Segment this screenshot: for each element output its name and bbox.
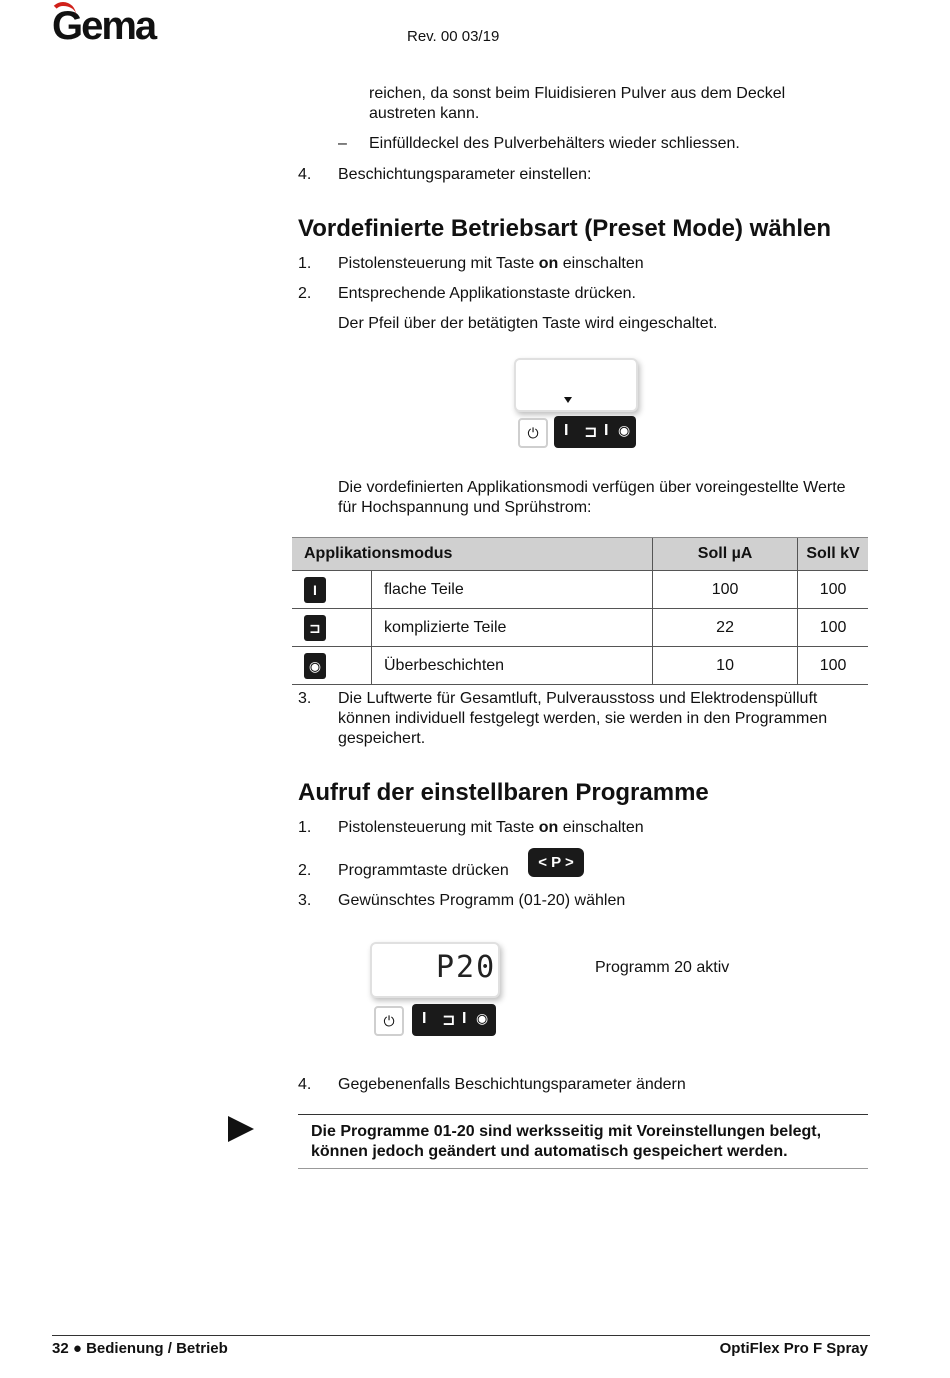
step-text: Pistolensteuerung mit Taste on einschalten bbox=[338, 819, 644, 836]
step-number: 4. bbox=[298, 1076, 312, 1093]
presets-table bbox=[292, 537, 868, 685]
mode-button-bar bbox=[554, 416, 636, 448]
note-box: Die Programme 01-20 sind werksseitig mit Voreinstellungen belegt, können jedoch geändert und automatisch gespeichert werden. bbox=[298, 1114, 868, 1169]
section-title-preset: Vordefinierte Betriebsart (Preset Mode) wählen bbox=[298, 215, 832, 242]
mode-button-bar bbox=[412, 1004, 496, 1036]
table-row bbox=[292, 647, 868, 685]
table-row bbox=[292, 609, 868, 647]
ua-value: 10 bbox=[653, 647, 798, 685]
mode-icon-cell bbox=[292, 571, 372, 609]
step-text: Gegebenenfalls Beschichtungsparameter ändern bbox=[338, 1076, 686, 1093]
footer-left: 32 ● Bedienung / Betrieb bbox=[52, 1340, 228, 1357]
revision-label: Rev. 00 03/19 bbox=[407, 28, 500, 45]
overcoat-icon: ◉ bbox=[618, 422, 631, 438]
step-number: 2. bbox=[298, 862, 312, 879]
step-subtext: Der Pfeil über der betätigten Taste wird eingeschaltet. bbox=[338, 315, 718, 332]
power-icon: ⏻ bbox=[518, 418, 548, 448]
step-text: Programmtaste drücken bbox=[338, 862, 509, 879]
flat-parts-icon: I bbox=[304, 577, 326, 603]
panel-screen bbox=[370, 942, 500, 998]
step-number: 3. bbox=[298, 690, 312, 707]
complex-parts-icon: ⊐ bbox=[442, 1012, 456, 1029]
note-arrow-icon bbox=[228, 1116, 254, 1142]
dash-bullet: – bbox=[338, 135, 347, 152]
header-ua: Soll µA bbox=[653, 538, 798, 571]
step-text: Entsprechende Applikationstaste drücken. bbox=[338, 285, 636, 302]
continued-text: reichen, da sonst beim Fluidisieren Pulver aus dem Deckel austreten kann. bbox=[369, 85, 786, 122]
arrow-indicator-icon bbox=[564, 397, 572, 403]
step-text: Die Luftwerte für Gesamtluft, Pulverausstoss und Elektrodenspülluft können individuell festgelegt werden, sie werden in den Programmen gespeichert. bbox=[338, 690, 828, 747]
step-number: 1. bbox=[298, 819, 312, 836]
flat-parts-icon: I bbox=[422, 1010, 427, 1027]
dash-item: Einfülldeckel des Pulverbehälters wieder schliessen. bbox=[369, 135, 740, 152]
section-title-programs: Aufruf der einstellbaren Programme bbox=[298, 779, 709, 806]
footer-divider bbox=[52, 1335, 870, 1336]
step-number: 4. bbox=[298, 166, 312, 183]
step-text: Pistolensteuerung mit Taste on einschalten bbox=[338, 255, 644, 272]
control-panel-image bbox=[370, 942, 510, 1046]
step-text: Gewünschtes Programm (01-20) wählen bbox=[338, 892, 626, 909]
mode-name: Überbeschichten bbox=[372, 647, 653, 685]
overcoat-icon: ◉ bbox=[476, 1010, 489, 1026]
mode-name: komplizierte Teile bbox=[372, 609, 653, 647]
bar-divider: I bbox=[462, 1010, 467, 1027]
program-display: P20 bbox=[436, 950, 497, 985]
mode-icon-cell bbox=[292, 647, 372, 685]
step-number: 2. bbox=[298, 285, 312, 302]
ua-value: 22 bbox=[653, 609, 798, 647]
ua-value: 100 bbox=[653, 571, 798, 609]
header-kv: Soll kV bbox=[798, 538, 868, 571]
kv-value: 100 bbox=[798, 647, 868, 685]
panel-screen bbox=[514, 358, 638, 412]
overcoat-icon: ◉ bbox=[304, 653, 326, 679]
mode-name: flache Teile bbox=[372, 571, 653, 609]
step-number: 3. bbox=[298, 892, 312, 909]
power-icon: ⏻ bbox=[374, 1006, 404, 1036]
flat-parts-icon: I bbox=[564, 422, 569, 439]
kv-value: 100 bbox=[798, 571, 868, 609]
table-header-row bbox=[292, 538, 868, 571]
mode-icon-cell bbox=[292, 609, 372, 647]
bar-divider: I bbox=[604, 422, 609, 439]
complex-parts-icon: ⊐ bbox=[304, 615, 326, 641]
display-caption: Programm 20 aktiv bbox=[595, 959, 730, 976]
footer-right: OptiFlex Pro F Spray bbox=[719, 1340, 868, 1357]
table-row bbox=[292, 571, 868, 609]
gema-logo: Gema bbox=[52, 4, 156, 48]
description-text: Die vordefinierten Applikationsmodi verfügen über voreingestellte Werte für Hochspannung und Sprühstrom: bbox=[338, 479, 846, 516]
kv-value: 100 bbox=[798, 609, 868, 647]
header-mode: Applikationsmodus bbox=[292, 538, 653, 571]
complex-parts-icon: ⊐ bbox=[584, 424, 598, 441]
program-key-icon: < P > bbox=[528, 848, 584, 877]
step-number: 1. bbox=[298, 255, 312, 272]
step-text: Beschichtungsparameter einstellen: bbox=[338, 166, 592, 183]
control-panel-image bbox=[514, 358, 649, 460]
